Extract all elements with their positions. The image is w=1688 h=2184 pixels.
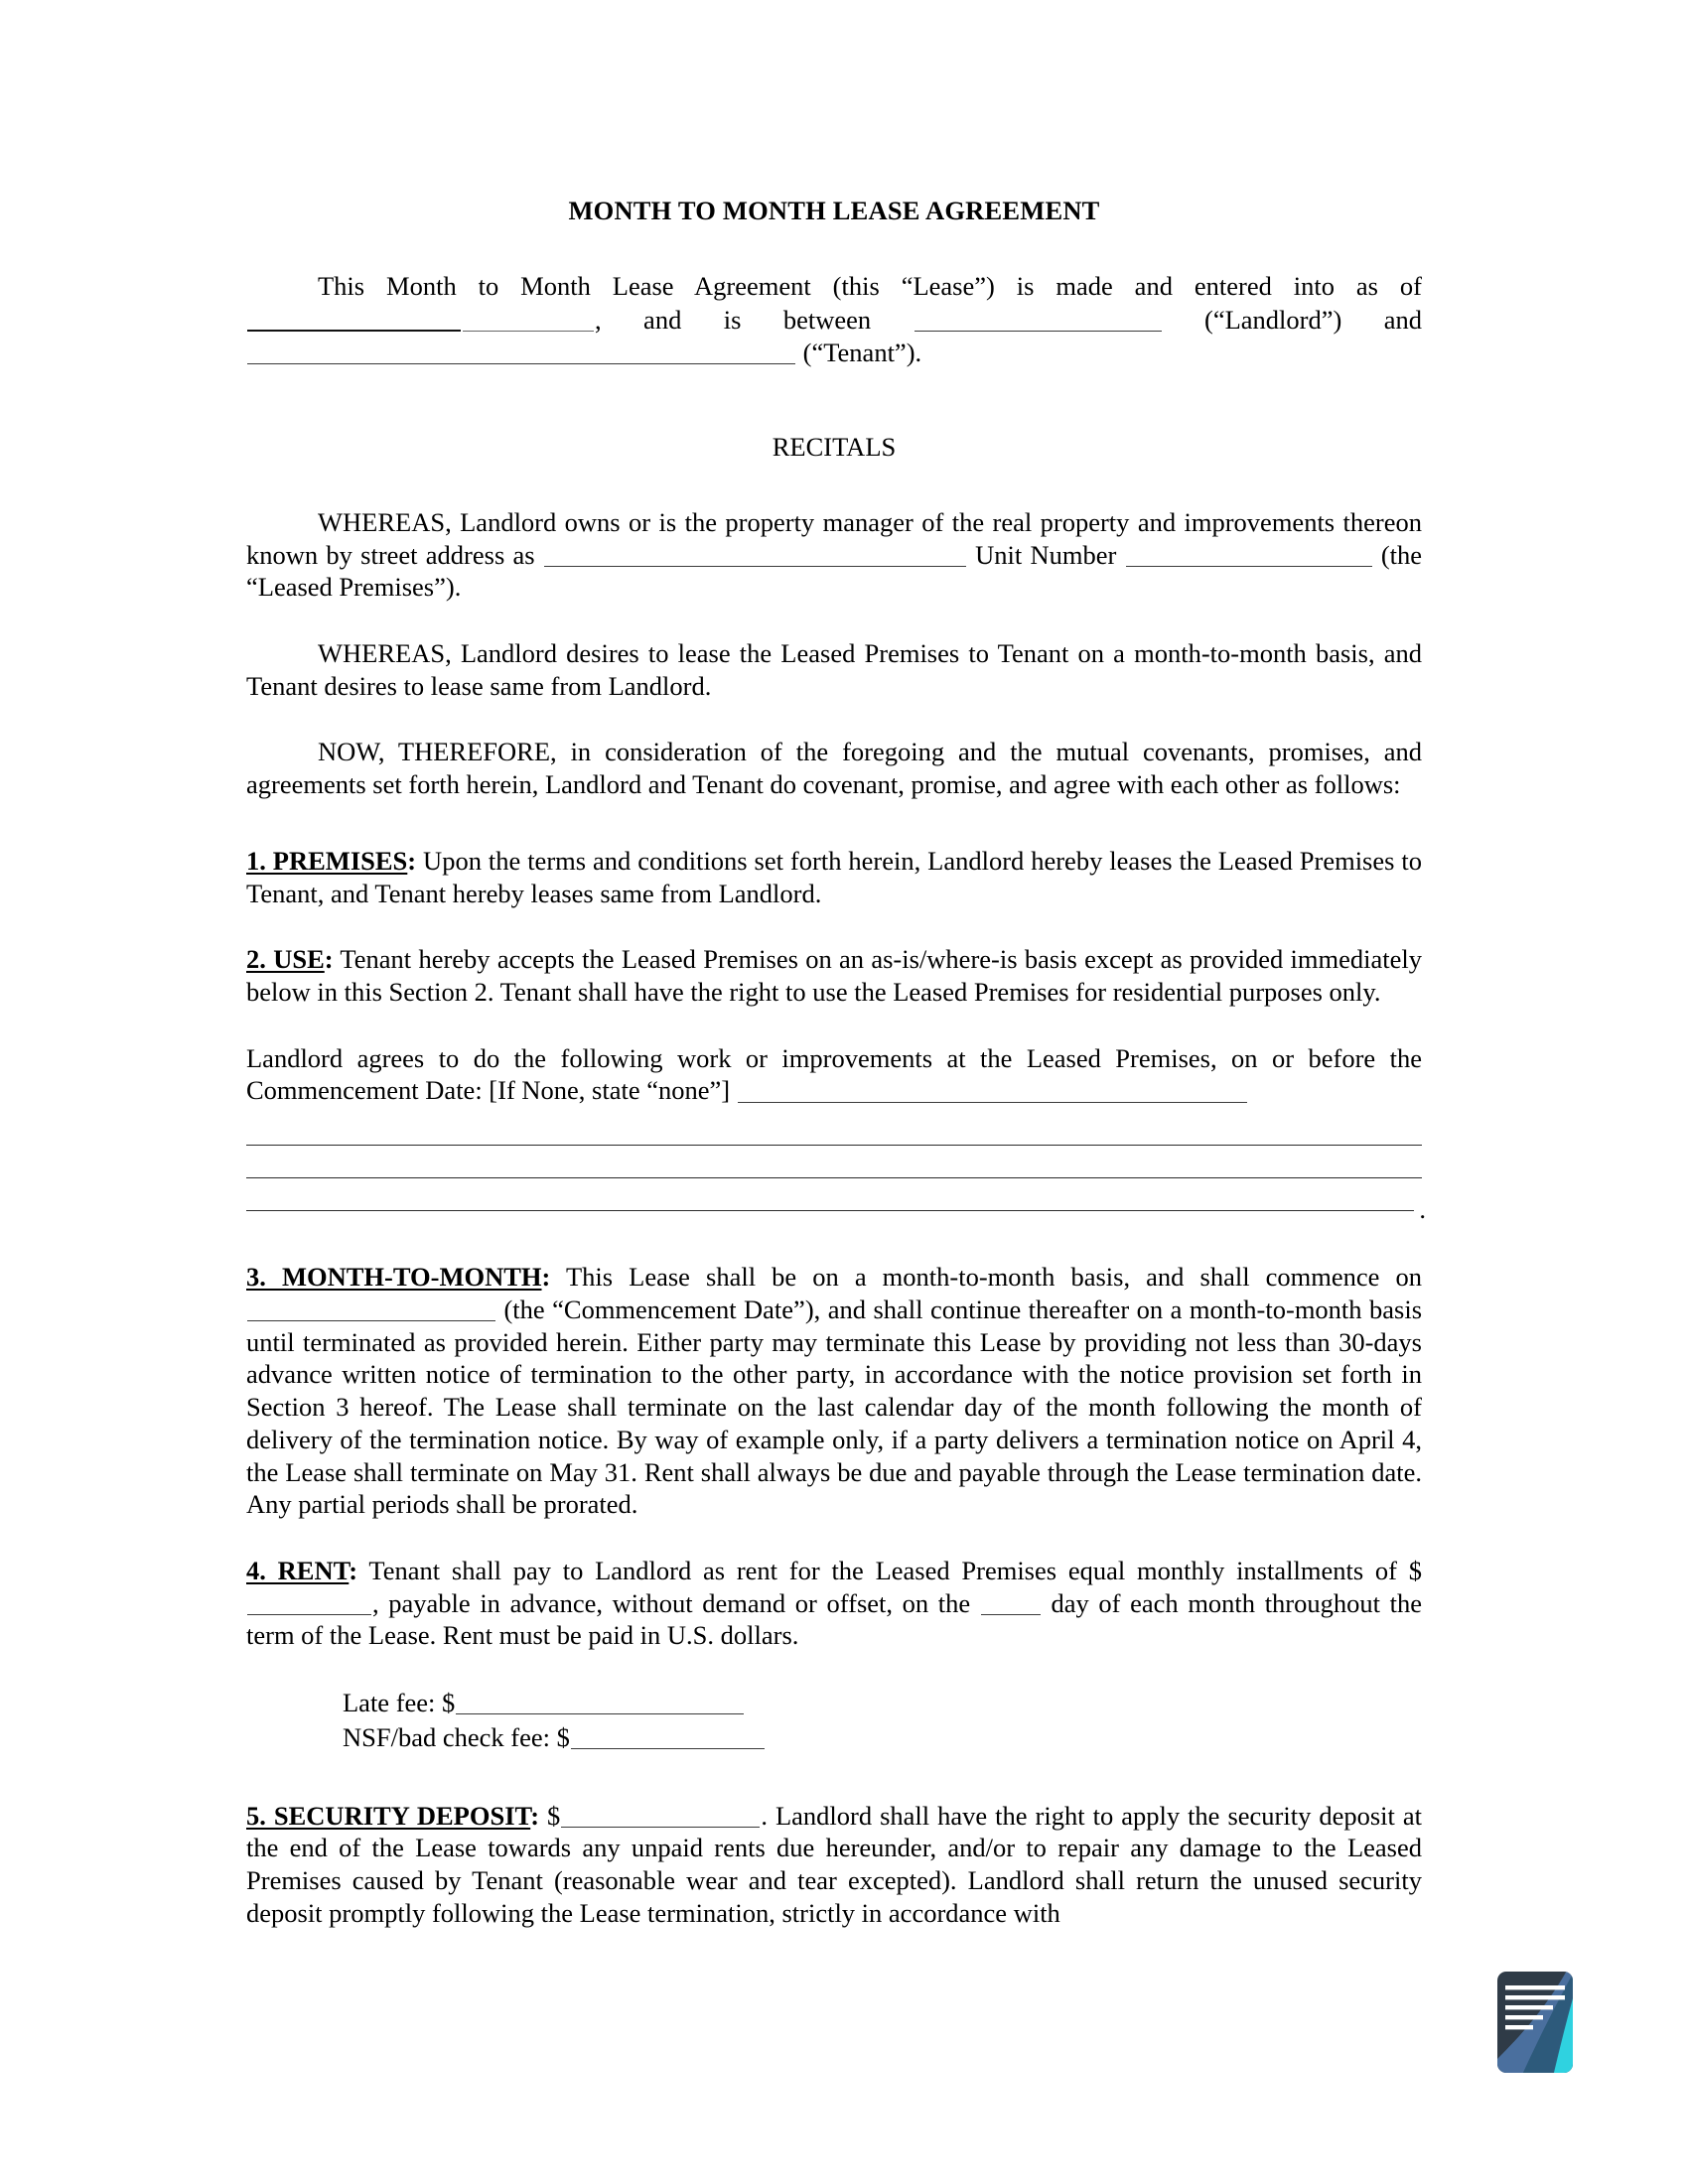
security-deposit-amount-blank[interactable] [561,1800,760,1828]
section-month-to-month-colon: : [541,1262,551,1293]
section-rent-label: 4. RENT [246,1555,350,1585]
section-rent [246,1555,1422,1652]
unit-number-blank[interactable] [1126,539,1372,567]
recital-1-paragraph [246,506,1422,604]
work-improvements-rule-2[interactable] [246,1119,1422,1152]
intro-text-part4: and [1383,305,1423,336]
section-use-label: 2. USE [246,944,325,975]
section-rent-colon: : [349,1555,358,1585]
section-month-to-month-body-b: (the “Commencement Date”), and shall continue thereafter on a month-to-month basis until terminated as provided herein. Either party may terminate this Lease by providing not less than 30-days advance written notice of termination to the other party, in accordance with the notice provision set forth in Section 3 hereof. The Lease shall terminate on the last calendar day of the month following the month of delivery of the termination notice. By way of example only, if a party delivers a termination notice on April 4, the Lease shall terminate on May 31. Rent shall always be due and payable through the Lease termination date. Any partial periods shall be prorated. [246,1294,1423,1520]
section-security-deposit-body-a: $ [539,1800,561,1831]
recitals-heading: RECITALS [772,431,897,462]
section-rent-body-b: , payable in advance, without demand or offset, on the [372,1587,971,1618]
work-improvements-paragraph [246,1042,1422,1107]
late-fee-line [343,1686,1422,1720]
section-rent-body-a: Tenant shall pay to Landlord as rent for the Leased Premises equal monthly installments of $ [357,1555,1422,1585]
nsf-fee-blank[interactable] [571,1721,765,1749]
section-security-deposit-colon: : [530,1800,540,1831]
agreement-date-blank-b[interactable] [463,304,594,332]
section-premises-label: 1. PREMISES [246,845,408,876]
work-improvements-rule-4[interactable] [246,1184,1426,1224]
section-rent-body-c: day of each month throughout the term of the Lease. Rent must be paid in U.S. dollars. [246,1587,1423,1651]
section-month-to-month [246,1261,1422,1521]
page-title: MONTH TO MONTH LEASE AGREEMENT [568,196,1100,225]
agreement-date-blank-a[interactable] [247,303,461,332]
recital-3-paragraph: NOW, THEREFORE, in consideration of the foregoing and the mutual covenants, promises, and agreements set forth herein, Landlord and Tenant do covenant, promise, and agree with each other as follows: [246,737,1422,800]
rent-due-day-blank[interactable] [981,1587,1041,1615]
intro-text-part5: (“Tenant”). [802,337,922,367]
section-premises [246,845,1422,909]
recital-1-text-a: WHEREAS, Landlord owns or is the property manager of the real property and improvements thereon known by street address as [246,506,1422,570]
late-fee-label: Late fee: $ [343,1688,456,1718]
fee-block [343,1686,1422,1755]
recital-2-paragraph: WHEREAS, Landlord desires to lease the Leased Premises to Tenant on a month-to-month basis, and Tenant desires to lease same from Landlord. [246,638,1422,701]
document-content [246,195,1426,1930]
section-security-deposit [246,1800,1422,1930]
intro-text-part1: This Month to Month Lease Agreement (this “Lease”) is made and entered into as of [318,271,1422,302]
section-use-colon: : [324,944,334,975]
section-use-body: Tenant hereby accepts the Leased Premises on an as-is/where-is basis except as provided immediately below in this Section 2. Tenant shall have the right to use the Leased Premises for residential purposes only. [246,944,1422,1008]
section-use [246,943,1422,1008]
section-security-deposit-body-b: . Landlord shall have the right to apply the security deposit at the end of the Lease towards any unpaid rents due hereunder, and/or to repair any damage to the Leased Premises caused by Tenant (reasonable wear and tear excepted). Landlord shall return the unused security deposit promptly following the Lease termination, strictly in accordance with [246,1800,1423,1928]
document-logo-icon [1491,1968,1579,2077]
work-improvements-period: . [1419,1193,1426,1224]
intro-paragraph [246,270,1422,368]
section-month-to-month-label: 3. MONTH-TO-MONTH [246,1262,542,1293]
section-premises-colon: : [407,845,417,876]
recital-1-text-c: (the “Leased Premises”). [246,539,1423,603]
work-improvements-blank-1[interactable] [738,1074,1247,1102]
section-month-to-month-body-a: This Lease shall be on a month-to-month basis, and shall commence on [550,1262,1422,1293]
nsf-fee-line [343,1720,1422,1755]
monthly-rent-blank[interactable] [247,1587,371,1615]
recital-1-text-b: Unit Number [975,539,1117,570]
intro-text-part3: (“Landlord”) [1204,305,1342,336]
commencement-date-blank[interactable] [247,1294,495,1321]
section-premises-body: Upon the terms and conditions set forth herein, Landlord hereby leases the Leased Premises to Tenant, and Tenant hereby leases same from Landlord. [246,845,1422,908]
intro-text-part2: , and is between [595,305,872,336]
work-improvements-rule-3[interactable] [246,1152,1422,1184]
tenant-name-blank[interactable] [247,337,795,364]
late-fee-blank[interactable] [456,1687,744,1714]
section-security-deposit-label: 5. SECURITY DEPOSIT [246,1800,531,1831]
landlord-name-blank[interactable] [914,304,1162,332]
nsf-fee-label: NSF/bad check fee: $ [343,1722,570,1753]
work-improvements-text: Landlord agrees to do the following work or improvements at the Leased Premises, on or before the Commencement Date: [If None, state “none”] [246,1042,1422,1106]
document-logo [1491,1968,1579,2077]
street-address-blank[interactable] [544,539,966,567]
